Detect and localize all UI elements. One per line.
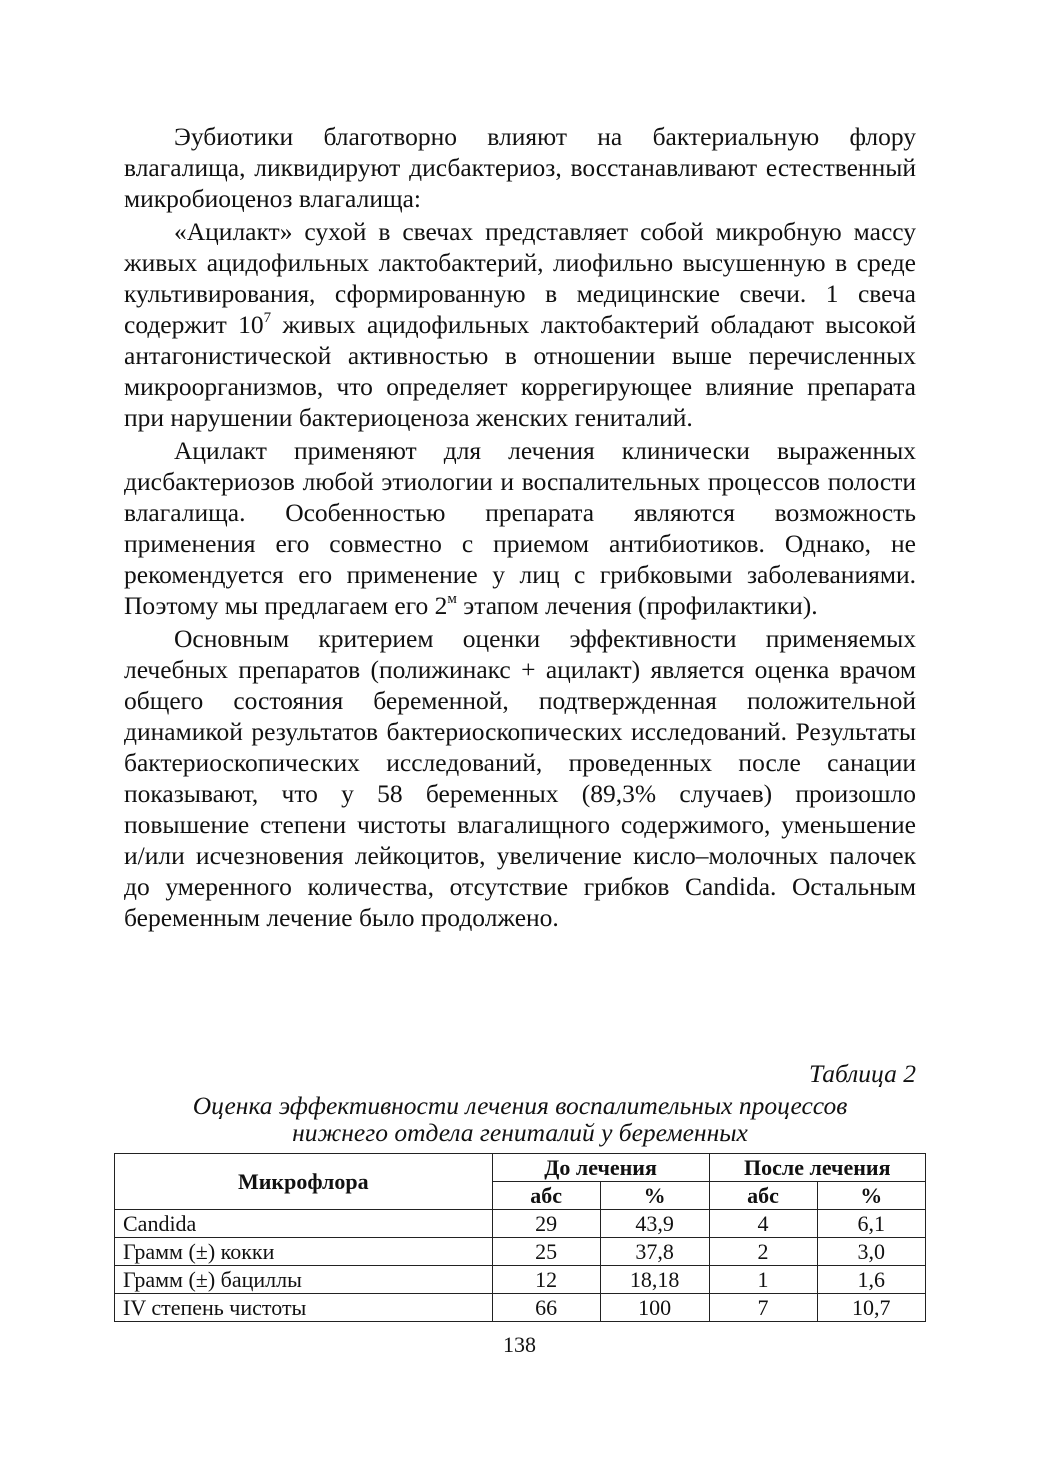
paragraph-acilact-description — [124, 216, 916, 433]
paragraph-eubiotics: Эубиотики благотворно влияют на бактериальную флору влагалища, ликвидируют дисбактериоз, восстанавливают естественный микробиоценоз влагалища: — [124, 122, 916, 213]
superscript: 7 — [263, 310, 272, 326]
header-pct: % — [817, 1182, 925, 1210]
table-label: Таблица 2 — [808, 1059, 916, 1088]
table-title — [124, 1092, 916, 1146]
cell-microflora: Candida — [115, 1210, 493, 1238]
paragraph-evaluation-criteria: Основным критерием оценки эффективности применяемых лечебных препаратов (полижинакс + ацилакт) является оценка врачом общего состояния беременной, подтвержденная положительной динамикой результатов бактериоскопических исследований. Результаты бактериоскопических исследований, проведенных после санации показывают, что у 58 беременных (89,3% случаев) произошло повышение степени чистоты влагалищного содержимого, уменьшение и/или исчезновения лейкоцитов, увеличение кисло–молочных палочек до умеренного количества, отсутствие грибков Candida. Остальным беременным лечение было продолжено. — [124, 624, 916, 932]
table-row — [115, 1210, 926, 1238]
cell-before-pct: 100 — [600, 1294, 709, 1322]
paragraph-acilact-usage — [124, 435, 916, 621]
cell-before-pct: 37,8 — [600, 1238, 709, 1266]
body-text — [124, 121, 916, 933]
table-row — [115, 1238, 926, 1266]
table-header-row — [115, 1154, 926, 1182]
cell-before-abs: 66 — [492, 1294, 600, 1322]
results-table — [114, 1153, 926, 1322]
cell-microflora: IV степень чистоты — [115, 1294, 493, 1322]
cell-microflora: Грамм (±) кокки — [115, 1238, 493, 1266]
cell-microflora: Грамм (±) бациллы — [115, 1266, 493, 1294]
cell-after-pct: 1,6 — [817, 1266, 925, 1294]
table-row — [115, 1294, 926, 1322]
cell-before-abs: 29 — [492, 1210, 600, 1238]
table-row — [115, 1266, 926, 1294]
cell-after-pct: 3,0 — [817, 1238, 925, 1266]
header-before-treatment: До лечения — [492, 1154, 709, 1182]
cell-before-abs: 12 — [492, 1266, 600, 1294]
header-abs: абс — [492, 1182, 600, 1210]
paragraph-text: Ацилакт применяют для лечения клинически выраженных дисбактериозов любой этиологии и воспалительных процессов полости влагалища. Особенностью препарата являются возможность применения его совместно с приемом антибиотиков. Однако, не рекомендуется его применение у лиц с грибковыми заболеваниями. Поэтому мы предлагаем его 2 — [124, 436, 916, 620]
cell-after-pct: 6,1 — [817, 1210, 925, 1238]
cell-before-pct: 18,18 — [600, 1266, 709, 1294]
table-title-line: нижнего отдела гениталий у беременных — [292, 1118, 748, 1147]
header-microflora: Микрофлора — [115, 1154, 493, 1210]
cell-before-pct: 43,9 — [600, 1210, 709, 1238]
header-after-treatment: После лечения — [709, 1154, 925, 1182]
paragraph-text: живых ацидофильных лактобактерий обладают высокой антагонистической активностью в отношении выше перечисленных микроорганизмов, что определяет коррегирующее влияние препарата при нарушении бактериоценоза женских гениталий. — [124, 310, 916, 432]
cell-before-abs: 25 — [492, 1238, 600, 1266]
cell-after-abs: 2 — [709, 1238, 817, 1266]
paragraph-text: «Ацилакт» сухой в свечах представляет собой микробную массу живых ацидофильных лактобактерий, лиофильно высушенную в среде культивирования, сформированную в медицинские свечи. 1 свеча содержит 10 — [124, 217, 916, 339]
cell-after-pct: 10,7 — [817, 1294, 925, 1322]
cell-after-abs: 4 — [709, 1210, 817, 1238]
header-pct: % — [600, 1182, 709, 1210]
table-title-line: Оценка эффективности лечения воспалительных процессов — [192, 1091, 848, 1120]
cell-after-abs: 1 — [709, 1266, 817, 1294]
paragraph-text: этапом лечения (профилактики). — [456, 591, 818, 620]
cell-after-abs: 7 — [709, 1294, 817, 1322]
header-abs: абс — [709, 1182, 817, 1210]
page-number: 138 — [503, 1332, 536, 1357]
superscript: м — [447, 591, 457, 607]
